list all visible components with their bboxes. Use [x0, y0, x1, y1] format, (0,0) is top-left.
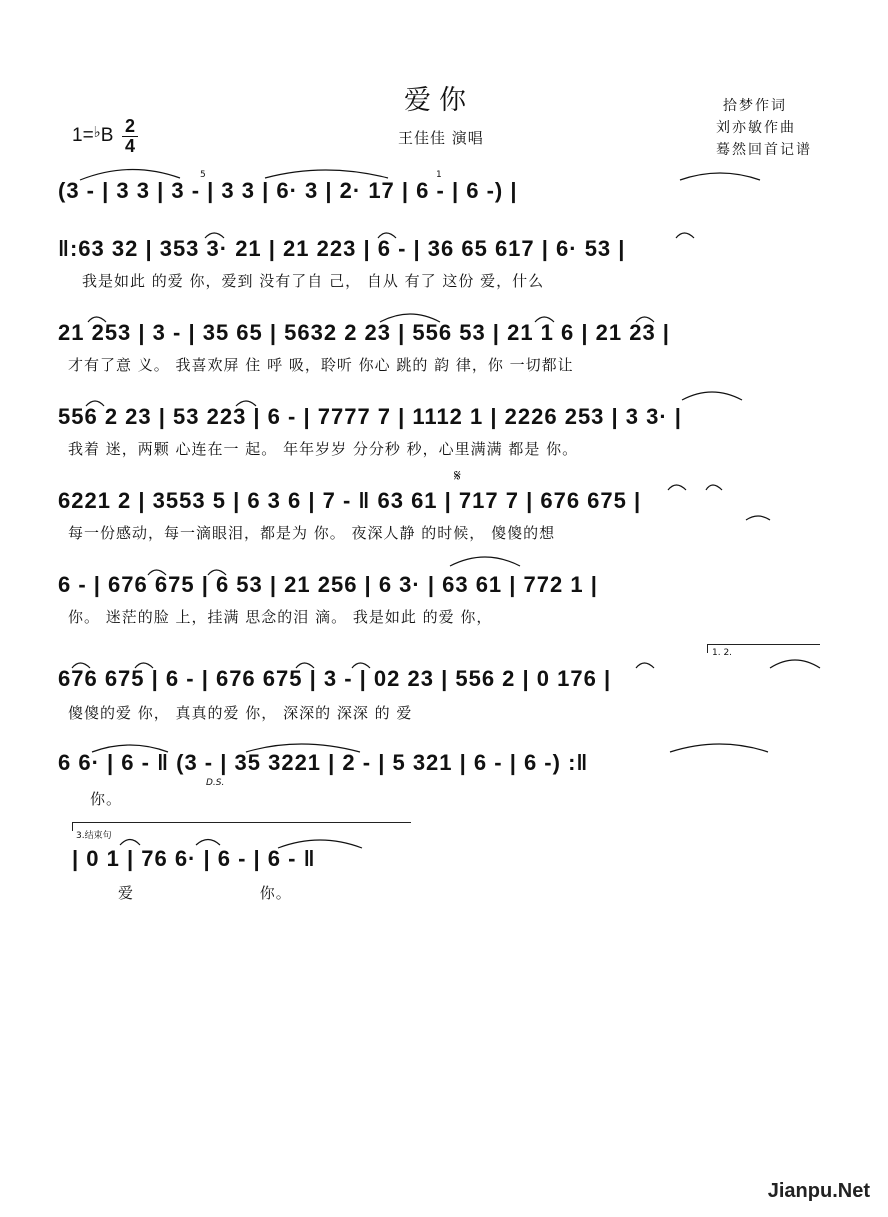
score-line-lyrics: 爱 你。 [118, 884, 292, 902]
transcriber-credit: 蓦然回首记谱 [716, 142, 812, 158]
slur [265, 170, 388, 178]
score-line-notes: 6 - | 676 675 | 6 53 | 21 256 | 6 3· | 63 61 | 772 1 | [58, 572, 598, 597]
key-note: B [100, 125, 114, 146]
slur [246, 744, 360, 752]
score-line-notes: 6 6· | 6 - ‖ (3 - | 35 3221 | 2 - | 5 321 | 6 - | 6 -) :‖ [58, 750, 589, 775]
slur [236, 401, 256, 406]
score-line-notes: 676 675 | 6 - | 676 675 | 3 - | 02 23 | 556 2 | 0 176 | [58, 666, 612, 691]
score-line-lyrics: 每一份感动，每一滴眼泪，都是为 你。 夜深人静 的时候， 傻傻的想 [68, 524, 556, 542]
slur [682, 392, 742, 400]
slur [296, 663, 314, 668]
score-line-lyrics: 傻傻的爱 你， 真真的爱 你， 深深的 深深 的 爱 [68, 704, 413, 722]
slur [535, 317, 554, 322]
ds-marking: D.S. [206, 778, 225, 788]
grace-note-5: 5 [200, 170, 206, 180]
score-line-notes: (3 - | 3 3 | 3 - | 3 3 | 6· 3 | 2· 17 | 6 - | 6 -) | [58, 178, 518, 203]
slur [770, 660, 820, 668]
slur [278, 840, 362, 848]
slur [636, 663, 654, 668]
lyricist-credit: 拾梦作词 [723, 98, 787, 114]
key-prefix: 1= [72, 125, 94, 146]
slur [88, 317, 106, 322]
slur [92, 745, 168, 752]
score-line-notes: 556 2 23 | 53 223 | 6 - | 7777 7 | 1112 1 | 2226 253 | 3 3· | [58, 404, 682, 429]
segno-sign: 𝄋 [454, 466, 461, 485]
grace-note-1: 1 [436, 170, 442, 180]
slur [72, 663, 90, 668]
slur [450, 557, 520, 566]
slur [135, 663, 153, 668]
singer-credit: 王佳佳 演唱 [398, 129, 484, 147]
score-line-lyrics: 我是如此 的爱 你，爱到 没有了自 己， 自从 有了 这份 爱，什么 [82, 272, 545, 290]
time-sig-bottom: 4 [124, 136, 135, 156]
watermark: Jianpu.Net [767, 1180, 870, 1202]
score-line-notes: ‖:63 32 | 353 3· 21 | 21 223 | 6 - | 36 65 617 | 6· 53 | [58, 236, 626, 261]
time-sig-top: 2 [124, 116, 135, 136]
slur [86, 401, 104, 406]
slur [706, 485, 722, 490]
score-line-lyrics: 你。 [90, 790, 123, 808]
slur [80, 169, 180, 180]
slur [636, 317, 654, 322]
flat-sign: ♭ [93, 124, 101, 141]
slur-group [72, 169, 820, 848]
slur [670, 744, 768, 752]
score-line-notes: 21 253 | 3 - | 35 65 | 5632 2 23 | 556 53 | 21 1 6 | 21 23 | [58, 320, 670, 345]
score-line-notes: | 0 1 | 76 6· | 6 - | 6 - ‖ [72, 846, 316, 871]
slur [196, 840, 220, 846]
slur [148, 570, 166, 575]
score-line-notes: 6221 2 | 3553 5 | 6 3 6 | 7 - ‖ 63 61 | 717 7 | 676 675 | [58, 488, 642, 513]
volta-1-2-label: 1. 2. [712, 648, 733, 658]
score-line-lyrics: 我着 迷，两颗 心连在一 起。 年年岁岁 分分秒 秒，心里满满 都是 你。 [68, 440, 579, 458]
slur [205, 233, 224, 238]
slur [746, 516, 770, 520]
score-line-lyrics: 才有了意 义。 我喜欢屏 住 呼 吸，聆听 你心 跳的 韵 律，你 一切都让 [68, 356, 574, 374]
ending-3-label: 3.结束句 [76, 831, 112, 841]
slur [676, 233, 694, 238]
song-title: 爱你 [404, 85, 474, 116]
slur [668, 485, 686, 490]
slur [680, 173, 760, 180]
composer-credit: 刘亦敏作曲 [716, 120, 796, 136]
slur [378, 233, 396, 238]
slur [380, 314, 440, 322]
slur [208, 570, 226, 575]
slur [120, 840, 140, 846]
score-line-lyrics: 你。 迷茫的脸 上，挂满 思念的泪 滴。 我是如此 的爱 你， [68, 608, 493, 626]
slur [352, 663, 370, 668]
